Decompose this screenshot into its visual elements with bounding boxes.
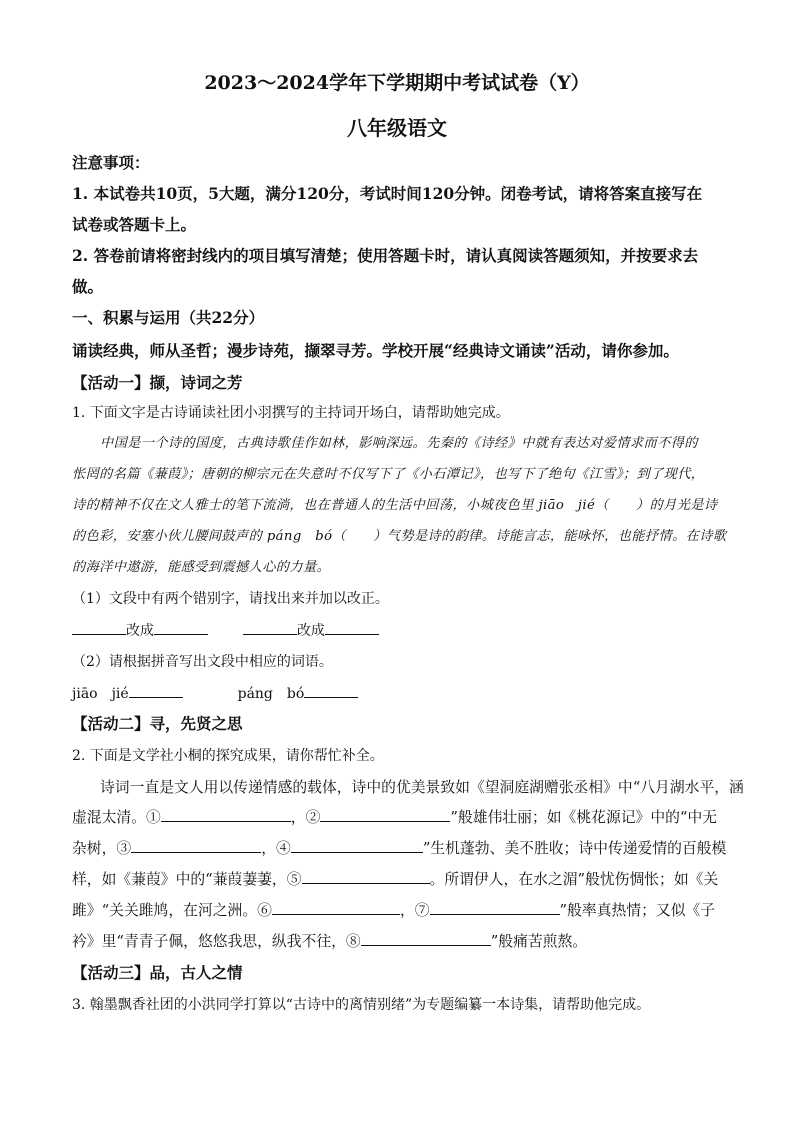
passage-line-1: 中国是一个诗的国度，古典诗歌佳作如林，影响深远。先秦的《诗经》中就有表达对爱情求而不得的 — [100, 436, 698, 451]
line-3-text-a: 杂树，③ — [72, 840, 132, 857]
activity-2-line-5 — [72, 899, 732, 920]
line-4-text-b: 。所谓伊人，在水之湄”般忧伤惆怅；如《关 — [429, 871, 719, 888]
question-1-prompt: 1. 下面文字是古诗诵读社团小羽撰写的主持词开场白，请帮助她完成。 — [72, 405, 510, 421]
notice-item-2-line-1: 2. 答卷前请将密封线内的项目填写清楚；使用答题卡时，请认真阅读答题须知，并按要求去 — [72, 246, 699, 265]
activity-2-line-3 — [72, 837, 732, 858]
notice-heading: 注意事项： — [72, 153, 150, 172]
section-1-heading: 一、积累与运用（共22分） — [72, 308, 265, 327]
activity-3-heading: 【活动三】品，古人之情 — [72, 963, 243, 982]
correction-answer-row — [72, 620, 732, 640]
blank-8[interactable] — [361, 931, 491, 946]
section-1-intro: 诵读经典，师从圣哲；漫步诗苑，撷翠寻芳。学校开展“经典诗文诵读”活动，请你参加。 — [72, 341, 679, 360]
correct-char-blank-1[interactable] — [154, 620, 208, 635]
question-2-prompt: 2. 下面是文学社小桐的探究成果，请你帮忙补全。 — [72, 748, 384, 764]
notice-item-1-line-1: 1. 本试卷共10页，5大题，满分120分，考试时间120分钟。闭卷考试，请将答案直接写在 — [72, 184, 703, 203]
passage-line-3: 诗的精神不仅在文人雅士的笔下流淌，也在普通人的生活中回荡，小城夜色里 jiāo jié（ ）的月光是诗 — [72, 498, 718, 513]
activity-2-heading: 【活动二】寻，先贤之思 — [72, 714, 243, 733]
blank-2[interactable] — [320, 807, 450, 822]
pinyin-answer-row — [72, 683, 732, 703]
blank-7[interactable] — [430, 900, 560, 915]
sub-question-1: （1）文段中有两个错别字，请找出来并加以改正。 — [72, 591, 389, 607]
activity-2-line-6 — [72, 930, 732, 951]
blank-3[interactable] — [131, 838, 261, 853]
correct-label-2: 改成 — [296, 623, 325, 639]
pinyin-1-blank[interactable] — [129, 683, 183, 698]
sub-question-2: （2）请根据拼音写出文段中相应的词语。 — [72, 654, 333, 670]
question-3-prompt: 3. 翰墨飘香社团的小洪同学打算以“古诗中的离情别绪”为专题编纂一本诗集，请帮助他完成。 — [72, 997, 651, 1013]
pinyin-2: páng bó — [237, 686, 305, 702]
line-3-text-c: ”生机蓬勃、美不胜收；诗中传递爱情的百般模 — [422, 840, 727, 857]
activity-2-line-2 — [72, 806, 732, 827]
wrong-char-blank-2[interactable] — [243, 620, 297, 635]
line-3-text-b: ，④ — [261, 840, 291, 857]
line-5-text-b: ，⑦ — [399, 902, 430, 919]
line-2-text-a: 虚混太清。① — [72, 809, 161, 826]
activity-1-heading: 【活动一】撷，诗词之芳 — [72, 373, 243, 392]
exam-subtitle: 八年级语文 — [347, 116, 447, 140]
pinyin-1: jiāo jié — [72, 686, 129, 702]
blank-6[interactable] — [272, 900, 400, 915]
line-4-text-a: 样，如《蒹葭》中的“蒹葭萋萋，⑤ — [72, 871, 302, 888]
blank-4[interactable] — [291, 838, 423, 853]
line-6-text-b: ”般痛苦煎熬。 — [490, 933, 588, 950]
line-5-text-a: 雎》“关关雎鸠，在河之洲。⑥ — [72, 902, 272, 919]
notice-item-1-line-2: 试卷或答题卡上。 — [72, 215, 197, 234]
line-2-text-b: ，② — [290, 809, 321, 826]
line-2-text-c: ”般雄伟壮丽；如《桃花源记》中的“中无 — [450, 809, 718, 826]
blank-1[interactable] — [161, 807, 291, 822]
exam-title: 2023～2024学年下学期期中考试试卷（Y） — [204, 72, 590, 94]
line-5-text-c: ”般率真热情；又似《子 — [559, 902, 716, 919]
passage-line-5: 的海洋中遨游，能感受到震撼人心的力量。 — [72, 560, 331, 575]
activity-2-line-1: 诗词一直是文人用以传递情感的载体，诗中的优美景致如《望洞庭湖赠张丞相》中“八月湖水平，涵 — [100, 779, 744, 796]
activity-2-line-4 — [72, 868, 732, 889]
wrong-char-blank-1[interactable] — [72, 620, 126, 635]
notice-item-2-line-2: 做。 — [72, 277, 104, 296]
passage-line-2: 怅罔的名篇《蒹葭》；唐朝的柳宗元在失意时不仅写下了《小石潭记》，也写下了绝句《江雪》；到了现代， — [72, 467, 705, 482]
correct-label-1: 改成 — [126, 623, 154, 639]
correct-char-blank-2[interactable] — [325, 620, 379, 635]
line-6-text-a: 衿》里“青青子佩，悠悠我思，纵我不往，⑧ — [72, 933, 361, 950]
blank-5[interactable] — [302, 869, 430, 884]
passage-line-4: 的色彩，安塞小伙儿腰间鼓声的 páng bó（ ）气势是诗的韵律。诗能言志，能咏怀，也能抒情。在诗歌 — [72, 529, 727, 544]
pinyin-2-blank[interactable] — [304, 683, 358, 698]
